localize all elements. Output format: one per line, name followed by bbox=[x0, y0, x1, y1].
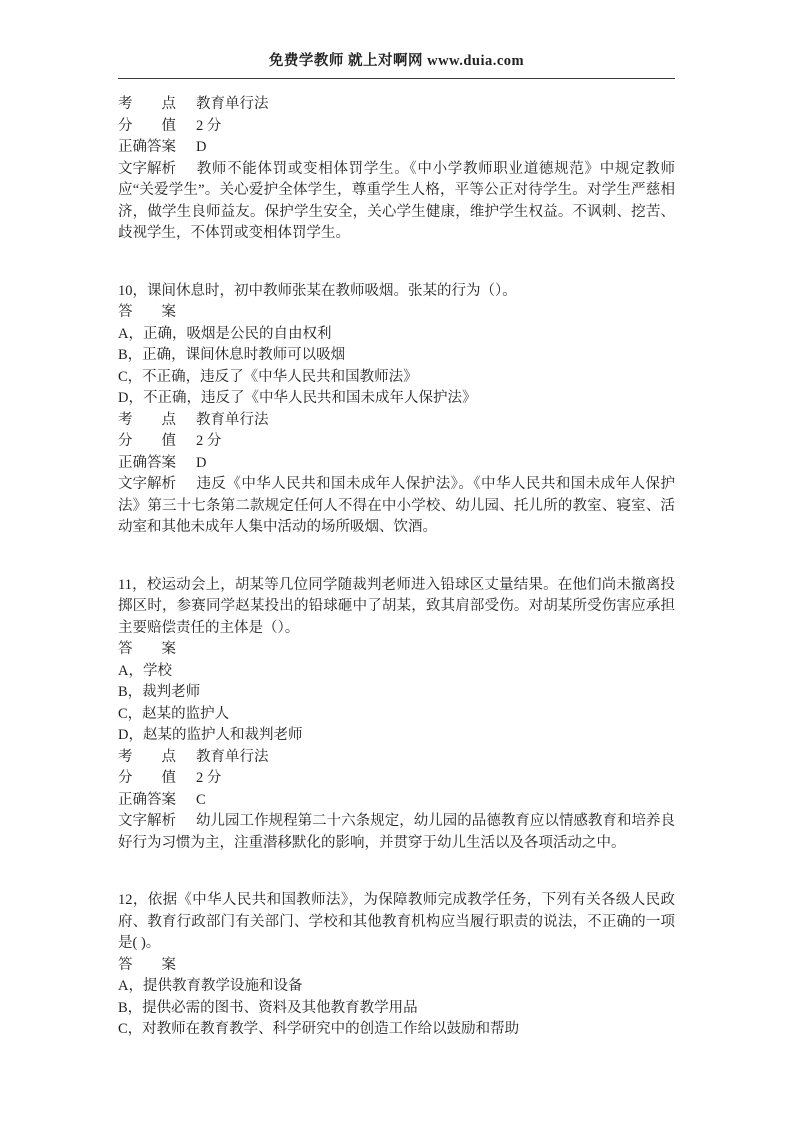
score-row bbox=[118, 116, 675, 138]
exam-point-label: 考 点 bbox=[118, 748, 176, 765]
exam-point-label: 考 点 bbox=[118, 96, 176, 112]
exam-point-row bbox=[118, 410, 675, 432]
score-row bbox=[118, 768, 675, 790]
score-label: 分 值 bbox=[118, 117, 176, 134]
explanation-paragraph bbox=[118, 474, 675, 539]
explanation-paragraph bbox=[118, 811, 675, 854]
option-b: B，提供必需的图书、资料及其他教育教学用品 bbox=[118, 999, 418, 1016]
exam-point-row bbox=[118, 94, 675, 116]
correct-answer-label: 正确答案 bbox=[118, 454, 176, 471]
document-body bbox=[118, 94, 675, 1041]
answer-block-previous-question bbox=[118, 94, 675, 245]
explanation-text: 违反《中华人民共和国未成年人保护法》。《中华人民共和国未成年人保护法》第三十七条第二款规定任何人不得在中小学校、幼儿园、托儿所的教室、寝室、活动室和其他未成年人集中活动的场所吸烟、饮酒。 bbox=[118, 476, 675, 535]
correct-answer-label: 正确答案 bbox=[118, 791, 176, 808]
explanation-label: 文字解析 bbox=[118, 476, 176, 492]
correct-answer-value: D bbox=[196, 139, 207, 155]
option-a: A，正确，吸烟是公民的自由权利 bbox=[118, 325, 332, 342]
correct-answer-value: D bbox=[196, 454, 207, 471]
option-c: C，对教师在教育教学、科学研究中的创造工作给以鼓励和帮助 bbox=[118, 1021, 520, 1037]
page-header bbox=[118, 0, 675, 79]
option-c: C，赵某的监护人 bbox=[118, 705, 230, 722]
explanation-paragraph bbox=[118, 159, 675, 245]
answer-heading-row bbox=[118, 955, 675, 977]
correct-answer-row bbox=[118, 790, 675, 812]
score-value: 2 分 bbox=[196, 117, 222, 134]
score-value: 2 分 bbox=[196, 433, 222, 449]
option-b: B，裁判老师 bbox=[118, 684, 201, 700]
exam-point-value: 教育单行法 bbox=[196, 96, 269, 112]
correct-answer-row bbox=[118, 453, 675, 475]
answer-label: 答 案 bbox=[118, 956, 176, 973]
question-stem: 10，课间休息时，初中教师张某在教师吸烟。张某的行为（）。 bbox=[118, 282, 517, 299]
correct-answer-row bbox=[118, 137, 675, 159]
explanation-label: 文字解析 bbox=[118, 813, 176, 829]
explanation-text: 幼儿园工作规程第二十六条规定，幼儿园的品德教育应以情感教育和培养良好行为习惯为主，注重潜移默化的影响，并贯穿于幼儿生活以及各项活动之中。 bbox=[118, 813, 675, 851]
question-10-block bbox=[118, 281, 675, 539]
answer-label: 答 案 bbox=[118, 304, 176, 320]
header-divider bbox=[118, 78, 675, 79]
exam-point-value: 教育单行法 bbox=[196, 748, 269, 765]
question-11-block bbox=[118, 575, 675, 855]
answer-label: 答 案 bbox=[118, 641, 176, 657]
header-title: 免费学教师 就上对啊网 www.duia.com bbox=[268, 53, 525, 69]
question-12-block bbox=[118, 890, 675, 1041]
score-row bbox=[118, 431, 675, 453]
answer-heading-row bbox=[118, 302, 675, 324]
question-stem: 12，依据《中华人民共和国教师法》，为保障教师完成教学任务，下列有关各级人民政府、教育行政部门有关部门、学校和其他教育机构应当履行职责的说法，不正确的一项是( )。 bbox=[118, 892, 675, 951]
answer-heading-row bbox=[118, 639, 675, 661]
option-d: D，不正确，违反了《中华人民共和国未成年人保护法》 bbox=[118, 390, 477, 406]
correct-answer-value: C bbox=[196, 791, 206, 808]
exam-point-value: 教育单行法 bbox=[196, 411, 269, 428]
score-label: 分 值 bbox=[118, 433, 176, 449]
explanation-label: 文字解析 bbox=[118, 160, 176, 177]
question-stem: 11，校运动会上，胡某等几位同学随裁判老师进入铅球区丈量结果。在他们尚未撤离投掷区时，参赛同学赵某投出的铅球砸中了胡某，致其肩部受伤。对胡某所受伤害应承担主要赔偿责任的主体是（）。 bbox=[118, 576, 675, 636]
option-a: A，提供教育教学设施和设备 bbox=[118, 978, 303, 994]
exam-point-label: 考 点 bbox=[118, 411, 176, 428]
option-a: A，学校 bbox=[118, 662, 172, 679]
score-label: 分 值 bbox=[118, 770, 176, 786]
score-value: 2 分 bbox=[196, 770, 222, 786]
option-b: B，正确，课间休息时教师可以吸烟 bbox=[118, 347, 346, 363]
option-c: C，不正确，违反了《中华人民共和国教师法》 bbox=[118, 368, 418, 385]
exam-point-row bbox=[118, 747, 675, 769]
correct-answer-label: 正确答案 bbox=[118, 139, 176, 155]
explanation-text: 教师不能体罚或变相体罚学生。《中小学教师职业道德规范》中规定教师应“关爱学生”。关心爱护全体学生，尊重学生人格，平等公正对待学生。对学生严慈相济，做学生良师益友。保护学生安全，关心学生健康，维护学生权益。不讽刺、挖苦、歧视学生，不体罚或变相体罚学生。 bbox=[118, 160, 675, 241]
option-d: D，赵某的监护人和裁判老师 bbox=[118, 727, 303, 743]
